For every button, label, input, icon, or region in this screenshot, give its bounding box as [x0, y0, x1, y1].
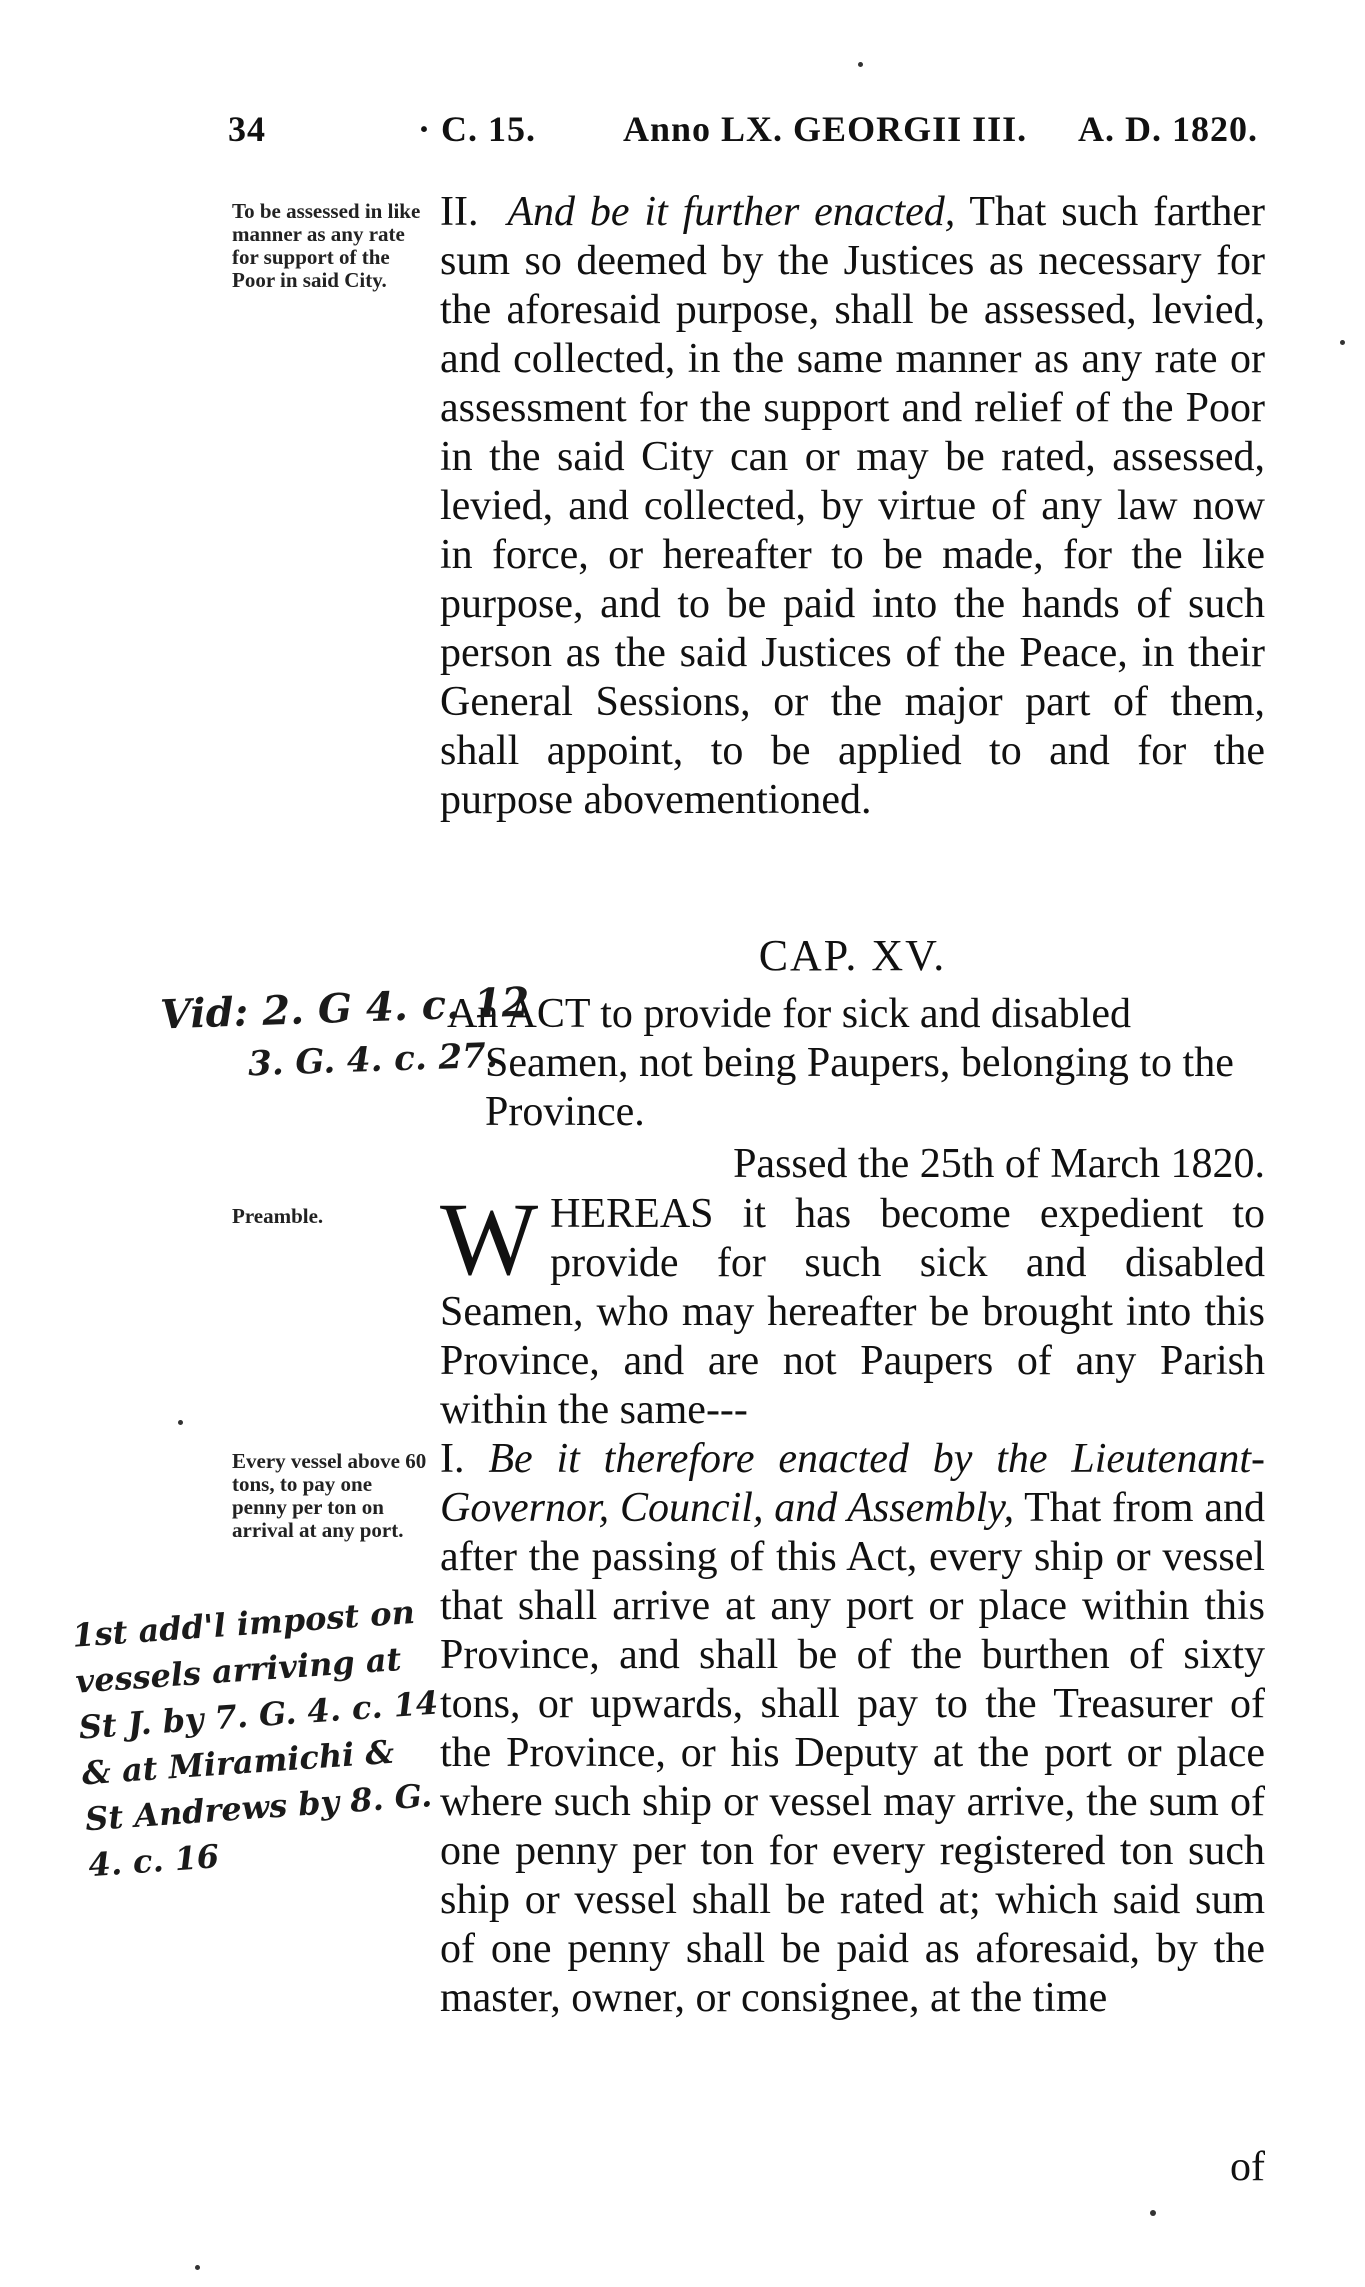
margin-note-section-1: Every vessel above 60 tons, to pay one penny per ton on arrival at any port.	[232, 1449, 427, 1542]
catchword: of	[1230, 2144, 1265, 2190]
scan-speck	[195, 2265, 200, 2270]
section-1-text: That from and after the passing of this Act, every ship or vessel that shall arrive at any port or place within this Province, and shall be of the burthen of sixty tons, or upwards, shall pay to the Treasurer of the Province, or his Deputy at the port or place where such ship or vessel may arrive, the sum of one penny per ton for every registered ton such ship or vessel shall be rated at; which said sum of one penny shall be paid as aforesaid, by the master, owner, or consignee, at the time	[440, 1485, 1265, 2021]
header-date: A. D. 1820.	[1078, 109, 1258, 149]
act-title: An ACT to provide for sick and disabled Seamen, not being Paupers, belonging to the Province.	[447, 991, 1234, 1135]
section-2	[440, 188, 1265, 825]
preamble-text: HEREAS it has become expedient to provide for such sick and disabled Seamen, who may hereafter be brought into this Province, and are not Paupers of any Parish within the same---	[440, 1191, 1265, 1433]
drop-cap: W	[440, 1182, 539, 1297]
passed-date: Passed the 25th of March 1820.	[733, 1141, 1265, 1187]
handwritten-note-reference: 3. G. 4. c. 27.	[247, 1035, 499, 1085]
scan-speck	[1340, 340, 1345, 345]
section-2-text: That such farther sum so deemed by the Justices as necessary for the aforesaid purpose, shall be assessed, levied, and collected, in the same manner as any rate or assessment for the support and relief of the Poor in the said City can or may be rated, assessed, levied, and collected, by virtue of any law now in force, or hereafter to be made, for the like purpose, and to be paid into the hands of such person as the said Justices of the Peace, in their General Sessions, or the major part of them, shall appoint, to be applied to and for the purpose abovementioned.	[440, 189, 1265, 823]
running-header	[228, 108, 1268, 158]
scan-speck	[858, 62, 863, 67]
section-2-enacting-words: And be it further enacted,	[507, 189, 956, 235]
chapter-ref: · C. 15.	[418, 109, 537, 149]
section-2-paragraph	[440, 188, 1265, 825]
margin-note-preamble: Preamble.	[232, 1204, 324, 1228]
section-1-paragraph	[440, 1435, 1265, 2023]
section-2-number: II.	[440, 189, 479, 235]
header-title: Anno LX. GEORGII III.	[623, 109, 1028, 149]
preamble	[440, 1182, 1265, 1435]
page-number: 34	[228, 109, 266, 149]
section-1	[440, 1435, 1265, 2023]
scan-speck	[178, 1420, 183, 1425]
section-1-enacting-words: Be it therefore enacted by the Lieutenant-Governor, Council, and Assembly,	[440, 1436, 1266, 1531]
scan-speck	[1150, 2210, 1156, 2216]
margin-note-section-2: To be assessed in like manner as any rate for support of the Poor in said City.	[232, 199, 421, 292]
chapter-heading: CAP. XV.	[758, 931, 947, 980]
handwritten-note-impost: 1st add'l impost on vessels arriving at St J. by 7. G. 4. c. 14 & at Miramichi & St Andrews by 8. G. 4. c. 16	[71, 1592, 440, 1885]
handwritten-note-vid: Vid: 2. G 4. c. 12	[159, 978, 531, 1039]
section-1-number: I.	[440, 1436, 465, 1482]
preamble-paragraph	[440, 1182, 1265, 1435]
